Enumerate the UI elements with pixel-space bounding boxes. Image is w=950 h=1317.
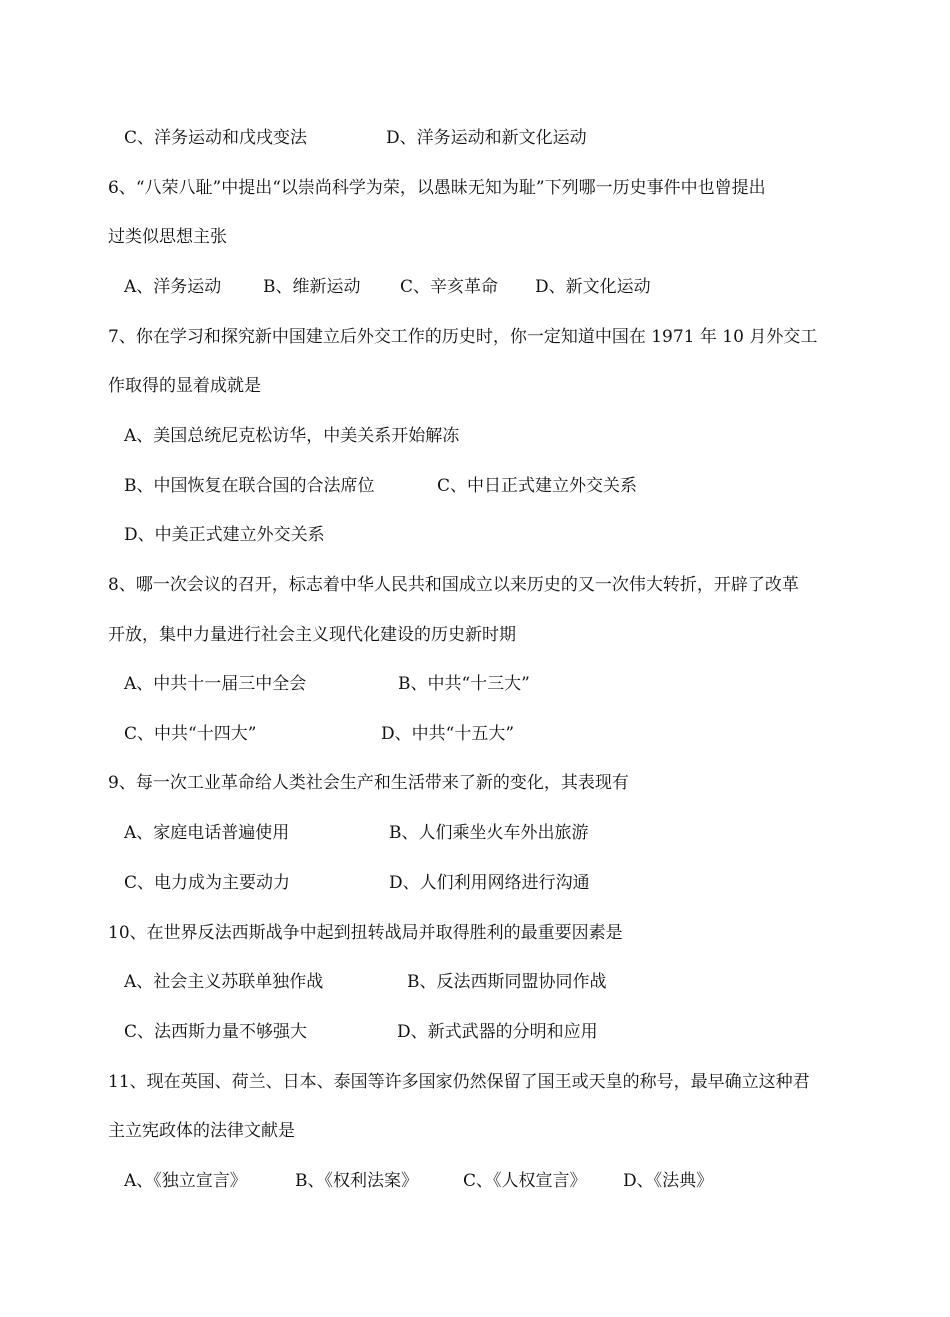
q11-option-a: A、《独立宣言》 (124, 1171, 247, 1191)
q9-option-b: B、人们乘坐火车外出旅游 (389, 823, 589, 843)
q6-option-c: C、辛亥革命 (400, 277, 499, 297)
q7-option-c: C、中日正式建立外交关系 (437, 476, 638, 496)
q11-stem-line1: 11、现在英国、荷兰、日本、泰国等许多国家仍然保留了国王或天皇的称号，最早确立这种君 (108, 1072, 810, 1092)
q6-option-a: A、洋务运动 (124, 277, 222, 297)
q7-stem-line2: 作取得的显着成就是 (108, 376, 261, 396)
q8-stem-line2: 开放，集中力量进行社会主义现代化建设的历史新时期 (108, 625, 516, 645)
q9-stem-line1: 9、每一次工业革命给人类社会生产和生活带来了新的变化，其表现有 (108, 773, 629, 793)
q9-option-d: D、人们利用网络进行沟通 (389, 873, 590, 893)
q9-option-c: C、电力成为主要动力 (124, 873, 291, 893)
q8-stem-line1: 8、哪一次会议的召开，标志着中华人民共和国成立以来历史的又一次伟大转折，开辟了改革 (108, 575, 799, 595)
q8-option-c: C、中共“十四大” (124, 724, 257, 744)
q10-option-c: C、法西斯力量不够强大 (124, 1022, 308, 1042)
q10-option-a: A、社会主义苏联单独作战 (124, 972, 324, 992)
q9-option-a: A、家庭电话普遍使用 (124, 823, 290, 843)
q7-option-b: B、中国恢复在联合国的合法席位 (124, 476, 375, 496)
q11-option-d: D、《法典》 (623, 1171, 714, 1191)
q8-option-a: A、中共十一届三中全会 (124, 674, 307, 694)
q6-option-b: B、维新运动 (263, 277, 361, 297)
q10-option-d: D、新式武器的分明和应用 (397, 1022, 598, 1042)
q10-option-b: B、反法西斯同盟协同作战 (407, 972, 607, 992)
q5-option-c: C、洋务运动和戊戌变法 (124, 128, 308, 148)
q6-option-d: D、新文化运动 (535, 277, 651, 297)
q7-stem-line1: 7、你在学习和探究新中国建立后外交工作的历史时，你一定知道中国在 1971 年 10 月外交工 (108, 327, 818, 347)
q5-option-d: D、洋务运动和新文化运动 (386, 128, 587, 148)
q6-stem-line1: 6、“八荣八耻”中提出“以崇尚科学为荣，以愚昧无知为耻”下列哪一历史事件中也曾提出 (108, 178, 766, 198)
q10-stem-line1: 10、在世界反法西斯战争中起到扭转战局并取得胜利的最重要因素是 (108, 923, 623, 943)
q11-option-c: C、《人权宣言》 (463, 1171, 587, 1191)
q8-option-d: D、中共“十五大” (381, 724, 515, 744)
q11-option-b: B、《权利法案》 (295, 1171, 418, 1191)
q8-option-b: B、中共“十三大” (398, 674, 530, 694)
q6-stem-line2: 过类似思想主张 (108, 227, 227, 247)
q11-stem-line2: 主立宪政体的法律文献是 (108, 1121, 295, 1141)
q7-option-a: A、美国总统尼克松访华，中美关系开始解冻 (124, 426, 460, 446)
q7-option-d: D、中美正式建立外交关系 (124, 525, 325, 545)
